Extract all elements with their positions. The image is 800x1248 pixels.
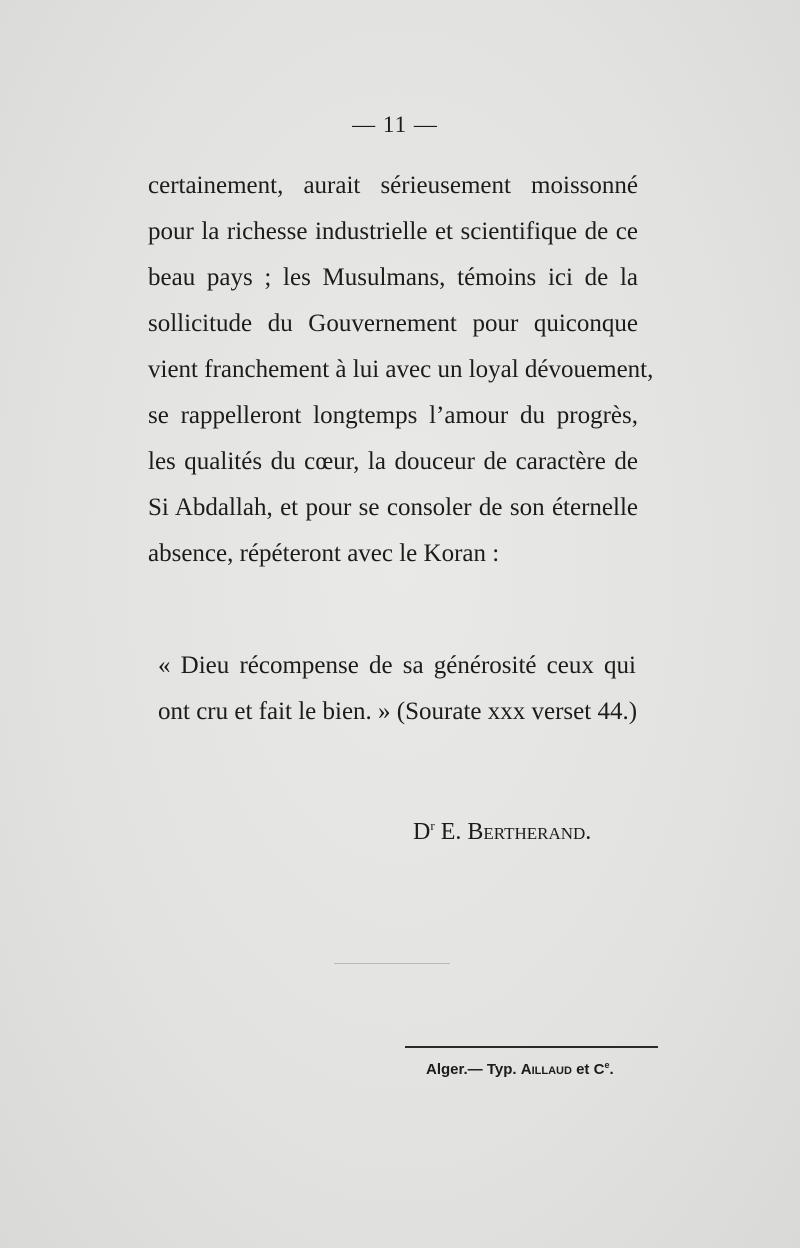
quote-line: ont cru et fait le bien. » (Sourate xxx verset 44.) xyxy=(158,698,638,725)
signature-name: Bertherand. xyxy=(467,819,592,845)
imprint-suffix: et C xyxy=(576,1061,605,1078)
paragraph-line: les qualités du cœur, la douceur de caractère de xyxy=(148,448,638,475)
quote-line: « Dieu récompense de sa générosité ceux qui xyxy=(158,652,636,679)
koran-quote xyxy=(158,643,636,735)
imprint-printer: Aillaud xyxy=(520,1061,572,1078)
signature-title-superscript: r xyxy=(430,818,435,833)
main-paragraph xyxy=(148,163,654,577)
paragraph-line: vient franchement à lui avec un loyal dévouement, xyxy=(148,356,654,383)
imprint-city: Alger.— Typ. xyxy=(426,1061,517,1078)
page-number: — 11 — xyxy=(352,112,438,137)
printer-imprint xyxy=(426,1054,614,1081)
paragraph-line: Si Abdallah, et pour se consoler de son éternelle xyxy=(148,494,638,521)
imprint-end: . xyxy=(609,1061,614,1078)
paragraph-line: se rappelleront longtemps l’amour du progrès, xyxy=(148,402,638,429)
signature-title: D xyxy=(413,819,431,845)
signature-initial: E. xyxy=(440,819,462,845)
paragraph-line: beau pays ; les Musulmans, témoins ici de la xyxy=(148,264,638,291)
paragraph-line: pour la richesse industrielle et scientifique de ce xyxy=(148,218,638,245)
divider-rule xyxy=(334,963,450,964)
imprint-suffix-superscript: e xyxy=(604,1060,610,1070)
author-signature xyxy=(413,808,591,850)
imprint-rule xyxy=(405,1046,658,1048)
paragraph-line: absence, répéteront avec le Koran : xyxy=(148,540,500,567)
paragraph-line: sollicitude du Gouvernement pour quiconque xyxy=(148,310,638,337)
paragraph-line: certainement, aurait sérieusement moissonné xyxy=(148,172,638,199)
